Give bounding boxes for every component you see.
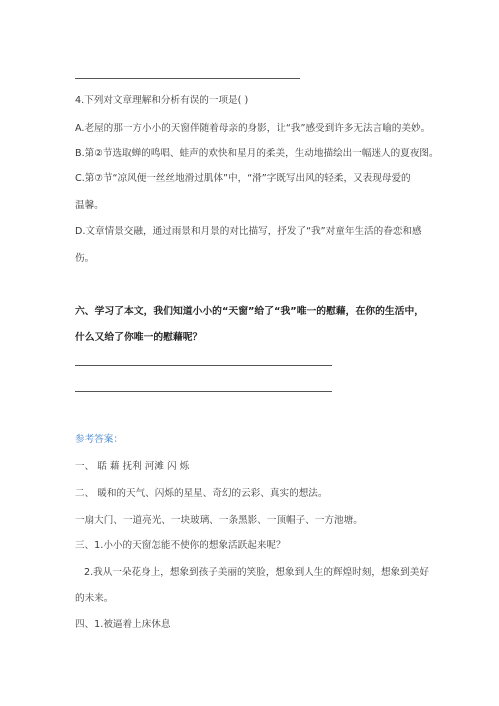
- question-4-stem: 4.下列对文章理解和分析有误的一项是( ): [75, 95, 249, 106]
- answer-line-1: [75, 365, 332, 366]
- answer-3-line-2: 2.我从一朵花身上，想象到孩子美丽的笑脸，想象到人生的辉煌时刻，想象到美好: [84, 567, 429, 578]
- answer-line-2: [75, 391, 332, 392]
- question-4-option-c-line-2: 温馨。: [75, 200, 104, 211]
- answer-3-line-3: 的未来。: [75, 593, 114, 604]
- question-4-option-b: B.第②节选取蝉的鸣唱、蛙声的欢快和星月的柔美，生动地描绘出一幅迷人的夏夜图。: [75, 148, 439, 159]
- question-4-option-c-line-1: C.第⑦节“凉风便一丝丝地滑过肌体”中，“滑”字既写出风的轻柔，又表现母爱的: [75, 173, 411, 184]
- answer-2-line-1: 二、 暖和的天气、闪烁的星星、奇幻的云彩、真实的想法。: [75, 488, 328, 499]
- question-4-option-a: A.老屋的那一方小小的天窗伴随着母亲的身影，让“我”感受到许多无法言喻的美妙。: [75, 123, 431, 134]
- question-6-line-1: 六、学习了本文，我们知道小小的“天窗”给了“我”唯一的慰藉，在你的生活中，: [75, 306, 425, 317]
- answer-3-line-1: 三、1.小小的天窗怎能不使你的想象活跃起来呢？: [75, 540, 286, 551]
- answer-2-line-2: 一扇大门、一道亮光、一块玻璃、一条黑影、一顶帽子、一方池塘。: [75, 515, 363, 526]
- answer-line-top: [75, 78, 300, 79]
- question-4-option-d-line-1: D.文章情景交融，通过雨景和月景的对比描写，抒发了“我”对童年生活的眷恋和感: [75, 226, 422, 237]
- answers-heading: 参考答案：: [75, 434, 123, 445]
- question-4-option-d-line-2: 伤。: [75, 253, 95, 264]
- answer-4: 四、1.被逼着上床休息: [75, 619, 171, 630]
- answer-1: 一、 聒 藉 抚利 河滩 闪 烁: [75, 461, 190, 472]
- question-6-line-2: 什么又给了你唯一的慰藉呢？: [75, 332, 203, 343]
